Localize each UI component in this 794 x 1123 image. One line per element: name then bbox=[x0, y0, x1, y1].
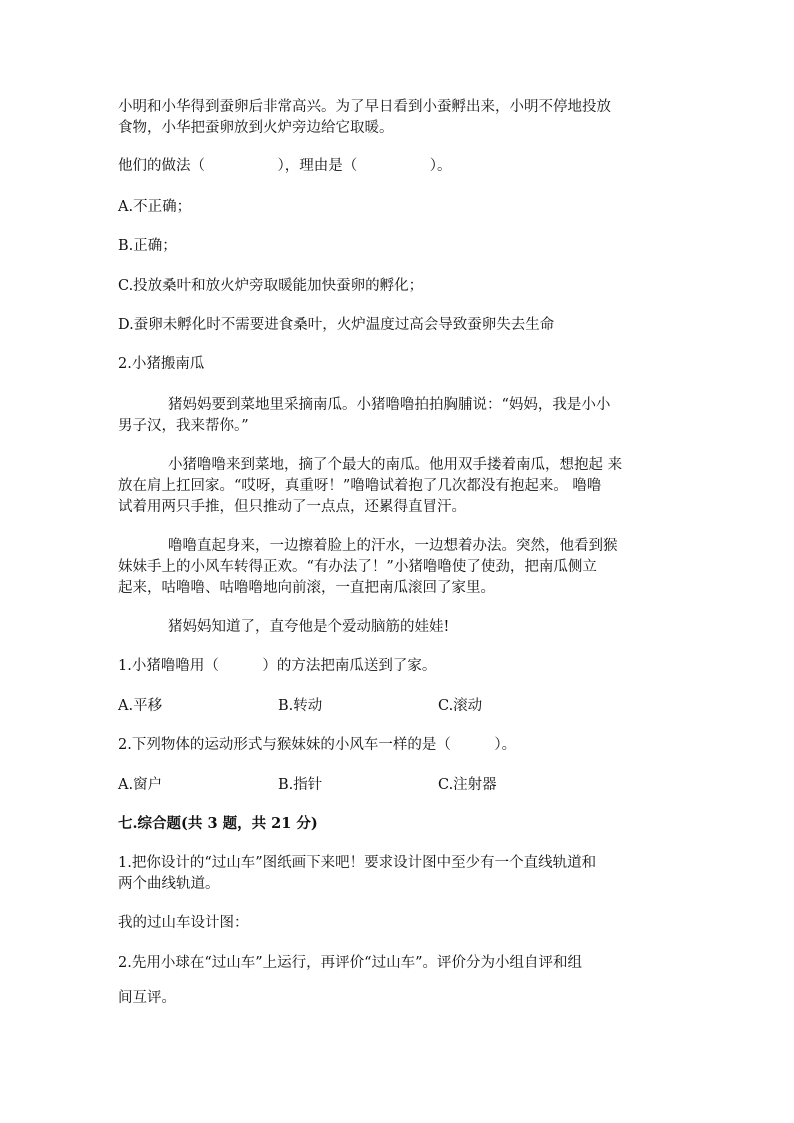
section-7-question-2-line-1: 2.先用小球在“过山车”上运行，再评价“过山车”。评价分为小组自评和组 bbox=[118, 955, 582, 971]
intro-line-1: 小明和小华得到蚕卵后非常高兴。为了早日看到小蚕孵出来，小明不停地投放 bbox=[118, 99, 611, 115]
story-paragraph-2-line-1: 小猪噜噜来到菜地，摘了个最大的南瓜。他用双手搂着南瓜，想抱起 来 bbox=[168, 457, 623, 473]
story-paragraph-3-line-3: 起来，咕噜噜、咕噜噜地向前滚，一直把南瓜滚回了家里。 bbox=[118, 580, 495, 596]
story-paragraph-1-line-2: 男子汉，我来帮你。” bbox=[118, 418, 249, 434]
question-stem: 他们的做法（ ），理由是（ ）。 bbox=[118, 158, 452, 174]
sub-question-1-option-c: C.滚动 bbox=[438, 698, 483, 714]
sub-question-2-option-a: A.窗户 bbox=[118, 777, 163, 793]
section-7-question-1-line-2: 两个曲线轨道。 bbox=[118, 876, 220, 892]
intro-line-2: 食物，小华把蚕卵放到火炉旁边给它取暖。 bbox=[118, 120, 394, 136]
sub-question-1-option-b: B.转动 bbox=[278, 698, 323, 714]
story-paragraph-3-line-2: 妹妹手上的小风车转得正欢。“有办法了！”小猪噜噜使了使劲，把南瓜侧立 bbox=[118, 559, 597, 575]
story-paragraph-1-line-1: 猪妈妈要到菜地里采摘南瓜。小猪噜噜拍拍胸脯说：“妈妈，我是小小 bbox=[168, 397, 611, 413]
story-paragraph-2-line-2: 放在肩上扛回家。“哎呀，真重呀！”噜噜试着抱了几次都没有抱起来。 噜噜 bbox=[118, 478, 602, 494]
option-d: D.蚕卵未孵化时不需要进食桑叶，火炉温度过高会导致蚕卵失去生命 bbox=[118, 317, 555, 333]
story-paragraph-3-line-1: 噜噜直起身来，一边擦着脸上的汗水，一边想着办法。突然，他看到猴 bbox=[168, 538, 618, 554]
section-7-answer-label: 我的过山车设计图： bbox=[118, 915, 249, 931]
story-paragraph-4-line-1: 猪妈妈知道了，直夸他是个爱动脑筋的娃娃! bbox=[168, 619, 450, 635]
story-paragraph-2-line-3: 试着用两只手推，但只推动了一点点，还累得直冒汗。 bbox=[118, 499, 466, 515]
option-a: A.不正确； bbox=[118, 199, 192, 215]
sub-question-2-option-b: B.指针 bbox=[278, 777, 323, 793]
section-7-question-2-line-2: 间互评。 bbox=[118, 990, 176, 1006]
story-title: 2.小猪搬南瓜 bbox=[118, 356, 205, 372]
option-c: C.投放桑叶和放火炉旁取暖能加快蚕卵的孵化； bbox=[118, 278, 424, 294]
section-7-heading: 七.综合题(共 3 题，共 21 分) bbox=[118, 815, 318, 832]
sub-question-1-stem: 1.小猪噜噜用（ ）的方法把南瓜送到了家。 bbox=[118, 658, 437, 674]
section-7-question-1-line-1: 1.把你设计的“过山车”图纸画下来吧！要求设计图中至少有一个直线轨道和 bbox=[118, 855, 597, 871]
option-b: B.正确； bbox=[118, 238, 177, 254]
sub-question-1-option-a: A.平移 bbox=[118, 698, 163, 714]
sub-question-2-stem: 2.下列物体的运动形式与猴妹妹的小风车一样的是（ ）。 bbox=[118, 737, 517, 753]
sub-question-2-option-c: C.注射器 bbox=[438, 777, 497, 793]
